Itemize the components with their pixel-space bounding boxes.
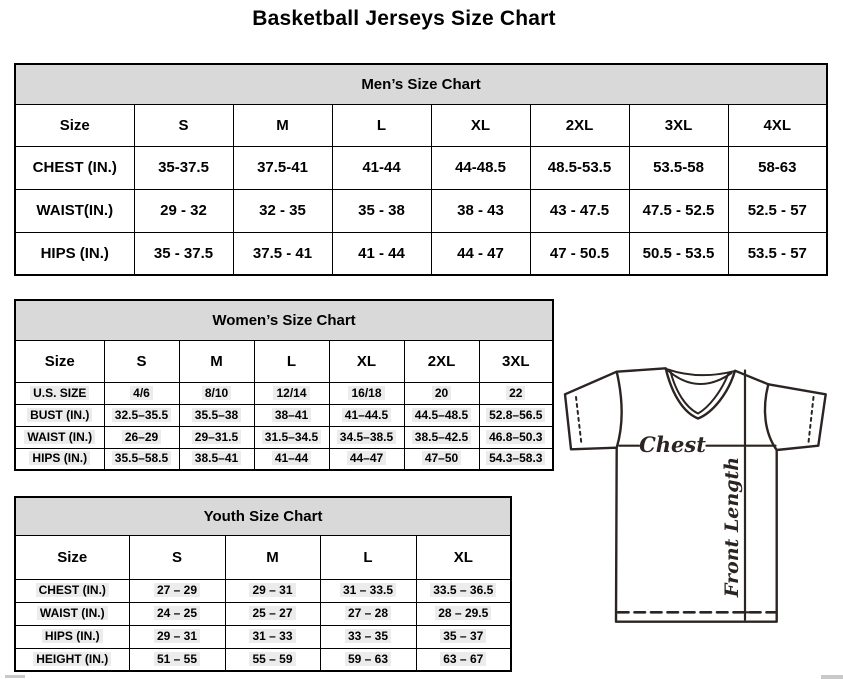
cell-value: 47 - 50.5 bbox=[530, 232, 629, 275]
womens-col-header: L bbox=[254, 340, 329, 382]
cell-value: 35.5–58.5 bbox=[104, 448, 179, 470]
cell-value: 34.5–38.5 bbox=[329, 426, 404, 448]
cell-value: 52.8–56.5 bbox=[479, 404, 553, 426]
cell-value: 32.5–35.5 bbox=[104, 404, 179, 426]
page-title: Basketball Jerseys Size Chart bbox=[252, 7, 556, 30]
cell-value: 41–44.5 bbox=[329, 404, 404, 426]
cell-value: 43 - 47.5 bbox=[530, 189, 629, 232]
womens-us-size-row bbox=[15, 382, 553, 404]
cell-value: 37.5 - 41 bbox=[233, 232, 332, 275]
cell-value: 47.5 - 52.5 bbox=[629, 189, 728, 232]
cell-value: 54.3–58.3 bbox=[479, 448, 553, 470]
cell-value: 58-63 bbox=[728, 146, 827, 189]
youth-size-table bbox=[14, 496, 512, 672]
row-label: WAIST(IN.) bbox=[15, 189, 134, 232]
cell-value: 24 – 25 bbox=[129, 602, 225, 625]
womens-col-header: Size bbox=[15, 340, 104, 382]
cell-value: 27 – 29 bbox=[129, 579, 225, 602]
cell-value: 26–29 bbox=[104, 426, 179, 448]
cell-value: 4/6 bbox=[104, 382, 179, 404]
cell-value: 16/18 bbox=[329, 382, 404, 404]
cell-value: 33 – 35 bbox=[320, 625, 416, 648]
womens-col-header: S bbox=[104, 340, 179, 382]
jersey-outline bbox=[565, 368, 826, 621]
mens-col-header: 4XL bbox=[728, 104, 827, 146]
youth-col-header: S bbox=[129, 535, 225, 579]
cell-value: 31 – 33.5 bbox=[320, 579, 416, 602]
cell-value: 35 - 37.5 bbox=[134, 232, 233, 275]
youth-col-header: L bbox=[320, 535, 416, 579]
cell-value: 50.5 - 53.5 bbox=[629, 232, 728, 275]
cell-value: 38.5–42.5 bbox=[404, 426, 479, 448]
cell-value: 37.5-41 bbox=[233, 146, 332, 189]
mens-waist-row bbox=[15, 189, 827, 232]
womens-table-title: Women’s Size Chart bbox=[15, 300, 553, 340]
row-label: CHEST (IN.) bbox=[15, 579, 129, 602]
cell-value: 55 – 59 bbox=[225, 648, 320, 671]
cell-value: 29 - 32 bbox=[134, 189, 233, 232]
cell-value: 31 – 33 bbox=[225, 625, 320, 648]
cell-value: 29–31.5 bbox=[179, 426, 254, 448]
youth-height-row bbox=[15, 648, 511, 671]
womens-col-header: 2XL bbox=[404, 340, 479, 382]
cell-value: 28 – 29.5 bbox=[416, 602, 511, 625]
cell-value: 41 - 44 bbox=[332, 232, 431, 275]
row-label: HIPS (IN.) bbox=[15, 232, 134, 275]
cell-value: 35 - 38 bbox=[332, 189, 431, 232]
cell-value: 35 – 37 bbox=[416, 625, 511, 648]
cell-value: 29 – 31 bbox=[225, 579, 320, 602]
cell-value: 47–50 bbox=[404, 448, 479, 470]
row-label: HIPS (IN.) bbox=[15, 625, 129, 648]
cell-value: 38.5–41 bbox=[179, 448, 254, 470]
front-length-label: Front Length bbox=[721, 456, 743, 598]
row-label: CHEST (IN.) bbox=[15, 146, 134, 189]
cell-value: 32 - 35 bbox=[233, 189, 332, 232]
row-label: HIPS (IN.) bbox=[15, 448, 104, 470]
mens-col-header: M bbox=[233, 104, 332, 146]
row-label: U.S. SIZE bbox=[15, 382, 104, 404]
womens-bust-row bbox=[15, 404, 553, 426]
row-label: WAIST (IN.) bbox=[15, 426, 104, 448]
womens-size-table bbox=[14, 299, 554, 471]
cell-value: 41–44 bbox=[254, 448, 329, 470]
row-label: BUST (IN.) bbox=[15, 404, 104, 426]
youth-table-title: Youth Size Chart bbox=[15, 497, 511, 535]
mens-hips-row bbox=[15, 232, 827, 275]
mens-chest-row bbox=[15, 146, 827, 189]
cell-value: 27 – 28 bbox=[320, 602, 416, 625]
jersey-measurement-diagram bbox=[555, 355, 843, 645]
mens-col-header: 3XL bbox=[629, 104, 728, 146]
cell-value: 41-44 bbox=[332, 146, 431, 189]
womens-header-row bbox=[15, 340, 553, 382]
mens-table-title: Men’s Size Chart bbox=[15, 64, 827, 104]
womens-hips-row bbox=[15, 448, 553, 470]
mens-col-header: L bbox=[332, 104, 431, 146]
cell-value: 44.5–48.5 bbox=[404, 404, 479, 426]
cell-value: 22 bbox=[479, 382, 553, 404]
cell-value: 63 – 67 bbox=[416, 648, 511, 671]
womens-waist-row bbox=[15, 426, 553, 448]
mens-col-header: Size bbox=[15, 104, 134, 146]
cell-value: 51 – 55 bbox=[129, 648, 225, 671]
youth-col-header: M bbox=[225, 535, 320, 579]
cell-value: 35-37.5 bbox=[134, 146, 233, 189]
cell-value: 46.8–50.3 bbox=[479, 426, 553, 448]
youth-header-row bbox=[15, 535, 511, 579]
mens-header-row bbox=[15, 104, 827, 146]
row-label: WAIST (IN.) bbox=[15, 602, 129, 625]
cell-value: 44 - 47 bbox=[431, 232, 530, 275]
cell-value: 59 – 63 bbox=[320, 648, 416, 671]
mens-col-header: 2XL bbox=[530, 104, 629, 146]
womens-col-header: XL bbox=[329, 340, 404, 382]
cell-value: 44–47 bbox=[329, 448, 404, 470]
cell-value: 29 – 31 bbox=[129, 625, 225, 648]
cell-value: 53.5 - 57 bbox=[728, 232, 827, 275]
mens-col-header: S bbox=[134, 104, 233, 146]
cell-value: 53.5-58 bbox=[629, 146, 728, 189]
cell-value: 31.5–34.5 bbox=[254, 426, 329, 448]
youth-col-header: XL bbox=[416, 535, 511, 579]
cell-value: 25 – 27 bbox=[225, 602, 320, 625]
cell-value: 38 - 43 bbox=[431, 189, 530, 232]
womens-col-header: 3XL bbox=[479, 340, 553, 382]
youth-hips-row bbox=[15, 625, 511, 648]
youth-chest-row bbox=[15, 579, 511, 602]
cell-value: 52.5 - 57 bbox=[728, 189, 827, 232]
womens-col-header: M bbox=[179, 340, 254, 382]
cell-value: 35.5–38 bbox=[179, 404, 254, 426]
mens-size-table bbox=[14, 63, 828, 276]
row-label: HEIGHT (IN.) bbox=[15, 648, 129, 671]
collar-back-arc-outer bbox=[667, 369, 734, 375]
mens-col-header: XL bbox=[431, 104, 530, 146]
cell-value: 33.5 – 36.5 bbox=[416, 579, 511, 602]
cell-value: 20 bbox=[404, 382, 479, 404]
youth-waist-row bbox=[15, 602, 511, 625]
chest-label: Chest bbox=[639, 432, 706, 457]
youth-col-header: Size bbox=[15, 535, 129, 579]
cell-value: 12/14 bbox=[254, 382, 329, 404]
cell-value: 38–41 bbox=[254, 404, 329, 426]
cell-value: 48.5-53.5 bbox=[530, 146, 629, 189]
cutoff-fragment bbox=[5, 675, 25, 678]
cutoff-fragment bbox=[821, 675, 843, 679]
cell-value: 8/10 bbox=[179, 382, 254, 404]
cell-value: 44-48.5 bbox=[431, 146, 530, 189]
